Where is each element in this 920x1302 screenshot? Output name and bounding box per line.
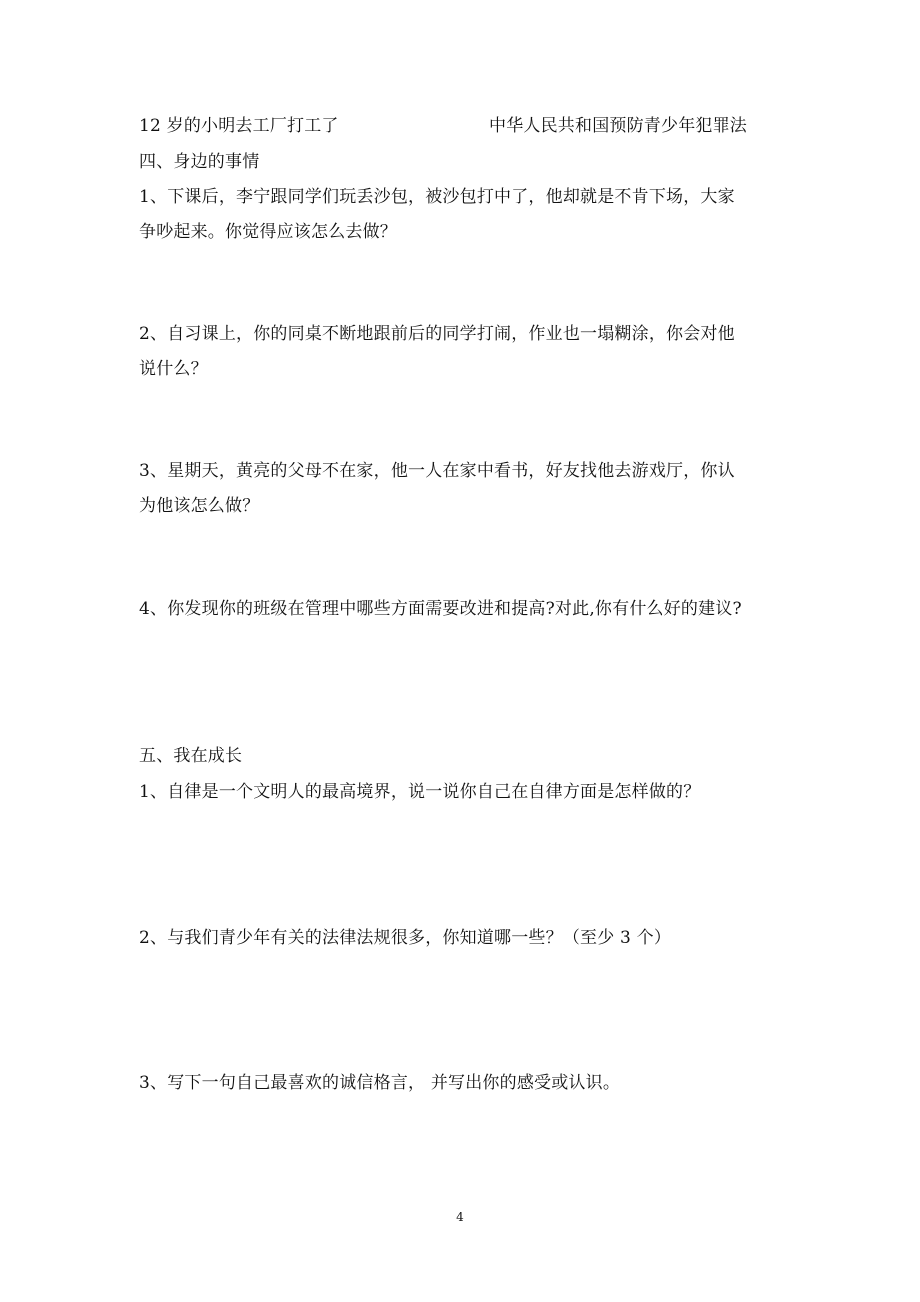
page-number: 4 [456, 1210, 464, 1224]
section-4-question-1-line-1: 1、下课后，李宁跟同学们玩丢沙包，被沙包打中了，他却就是不肯下场，大家 [139, 187, 735, 207]
section-4-question-4: 4、你发现你的班级在管理中哪些方面需要改进和提高?对此,你有什么好的建议? [139, 599, 742, 619]
section-5-question-1: 1、自律是一个文明人的最高境界，说一说你自己在自律方面是怎样做的？ [139, 782, 701, 802]
match-item-right: 中华人民共和国预防青少年犯罪法 [489, 116, 747, 136]
section-4-heading: 四、身边的事情 [139, 152, 260, 172]
section-5-heading: 五、我在成长 [139, 746, 243, 766]
section-4-question-3-line-2: 为他该怎么做？ [139, 496, 260, 516]
section-4-question-2-line-2: 说什么？ [139, 359, 208, 379]
section-4-question-1-line-2: 争吵起来。你觉得应该怎么去做？ [139, 222, 397, 242]
match-item-left: 12 岁的小明去工厂打工了 [139, 116, 339, 136]
section-5-question-2: 2、与我们青少年有关的法律法规很多，你知道哪一些？（至少 3 个） [139, 928, 672, 948]
section-4-question-2-line-1: 2、自习课上，你的同桌不断地跟前后的同学打闹，作业也一塌糊涂，你会对他 [139, 324, 735, 344]
section-4-question-3-line-1: 3、星期天，黄亮的父母不在家，他一人在家中看书，好友找他去游戏厅，你认 [139, 461, 735, 481]
section-5-question-3: 3、写下一句自己最喜欢的诚信格言， 并写出你的感受或认识。 [139, 1073, 621, 1093]
